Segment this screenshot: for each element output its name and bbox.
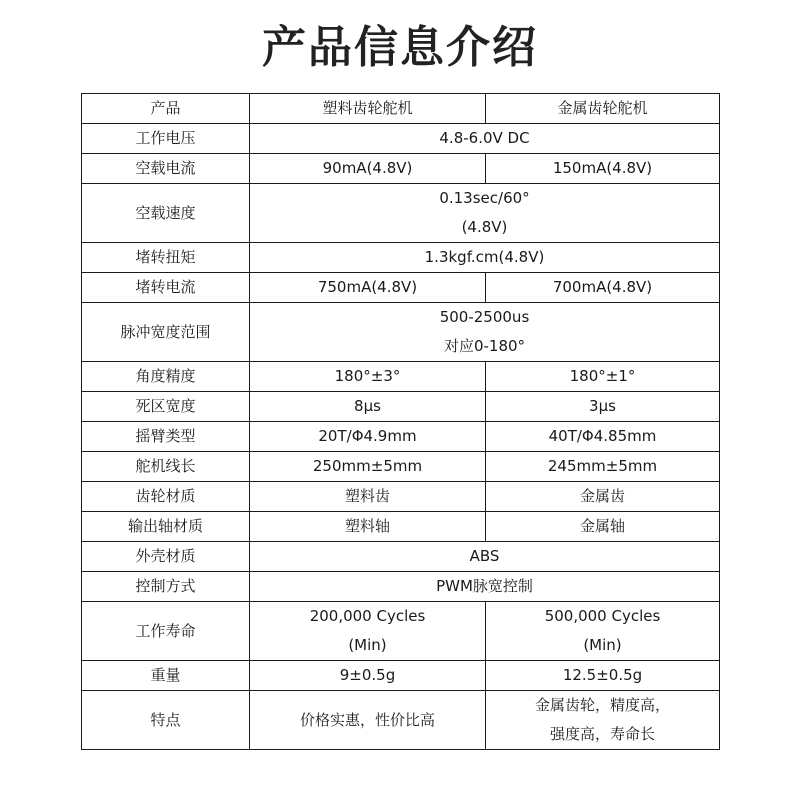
row-label: 齿轮材质 — [82, 482, 250, 512]
row-value-plastic: 9±0.5g — [250, 661, 486, 691]
row-value-plastic: 180°±3° — [250, 362, 486, 392]
row-value-metal — [486, 691, 720, 750]
table-row — [82, 572, 720, 602]
table-row — [82, 691, 720, 750]
value-line: 500,000 Cycles — [544, 607, 661, 625]
value-line: (Min) — [348, 636, 387, 654]
row-value-merged — [250, 184, 720, 243]
value-line: 对应0-180° — [443, 337, 526, 355]
row-label: 舵机线长 — [82, 452, 250, 482]
row-value-plastic: 20T/Φ4.9mm — [250, 422, 486, 452]
row-value-metal — [486, 602, 720, 661]
row-label: 工作寿命 — [82, 602, 250, 661]
value-line: 强度高，寿命长 — [549, 725, 655, 743]
value-line: 500-2500us — [439, 308, 530, 326]
row-value-metal: 12.5±0.5g — [486, 661, 720, 691]
row-value-plastic: 8μs — [250, 392, 486, 422]
spec-table — [81, 93, 720, 750]
value-line: 200,000 Cycles — [309, 607, 426, 625]
row-value-metal: 700mA(4.8V) — [486, 273, 720, 303]
table-row — [82, 362, 720, 392]
row-value-plastic: 750mA(4.8V) — [250, 273, 486, 303]
row-label: 重量 — [82, 661, 250, 691]
row-label: 空载电流 — [82, 154, 250, 184]
row-label: 堵转扭矩 — [82, 243, 250, 273]
value-line: (Min) — [583, 636, 622, 654]
table-row — [82, 661, 720, 691]
row-value-plastic: 价格实惠，性价比高 — [250, 691, 486, 750]
value-line: 0.13sec/60° — [439, 189, 530, 207]
table-row — [82, 392, 720, 422]
table-row — [82, 512, 720, 542]
table-row — [82, 452, 720, 482]
header-cell-product: 产品 — [82, 94, 250, 124]
row-value-merged: ABS — [250, 542, 720, 572]
row-value-plastic: 塑料齿 — [250, 482, 486, 512]
row-label: 死区宽度 — [82, 392, 250, 422]
row-value-merged: 1.3kgf.cm(4.8V) — [250, 243, 720, 273]
row-value-metal: 金属齿 — [486, 482, 720, 512]
row-label: 摇臂类型 — [82, 422, 250, 452]
row-label: 控制方式 — [82, 572, 250, 602]
row-value-merged — [250, 303, 720, 362]
row-label: 空载速度 — [82, 184, 250, 243]
table-row — [82, 422, 720, 452]
row-value-merged: 4.8-6.0V DC — [250, 124, 720, 154]
row-value-plastic: 塑料轴 — [250, 512, 486, 542]
header-cell-metal-gear-servo: 金属齿轮舵机 — [486, 94, 720, 124]
page-title: 产品信息介绍 — [262, 22, 538, 73]
row-value-plastic — [250, 602, 486, 661]
row-value-metal: 金属轴 — [486, 512, 720, 542]
table-row — [82, 602, 720, 661]
row-label: 角度精度 — [82, 362, 250, 392]
row-label: 外壳材质 — [82, 542, 250, 572]
row-label: 堵转电流 — [82, 273, 250, 303]
value-line: 金属齿轮，精度高， — [534, 696, 670, 714]
row-value-metal: 40T/Φ4.85mm — [486, 422, 720, 452]
table-row — [82, 482, 720, 512]
row-value-plastic: 90mA(4.8V) — [250, 154, 486, 184]
table-header-row — [82, 94, 720, 124]
value-line: (4.8V) — [461, 218, 508, 236]
table-row — [82, 273, 720, 303]
table-row — [82, 184, 720, 243]
row-value-merged: PWM脉宽控制 — [250, 572, 720, 602]
row-label: 输出轴材质 — [82, 512, 250, 542]
row-value-metal: 180°±1° — [486, 362, 720, 392]
row-label: 工作电压 — [82, 124, 250, 154]
table-row — [82, 124, 720, 154]
table-row — [82, 542, 720, 572]
table-row — [82, 303, 720, 362]
row-label: 脉冲宽度范围 — [82, 303, 250, 362]
table-row — [82, 154, 720, 184]
row-value-plastic: 250mm±5mm — [250, 452, 486, 482]
row-value-metal: 245mm±5mm — [486, 452, 720, 482]
row-value-metal: 150mA(4.8V) — [486, 154, 720, 184]
table-row — [82, 243, 720, 273]
row-value-metal: 3μs — [486, 392, 720, 422]
row-label: 特点 — [82, 691, 250, 750]
header-cell-plastic-gear-servo: 塑料齿轮舵机 — [250, 94, 486, 124]
